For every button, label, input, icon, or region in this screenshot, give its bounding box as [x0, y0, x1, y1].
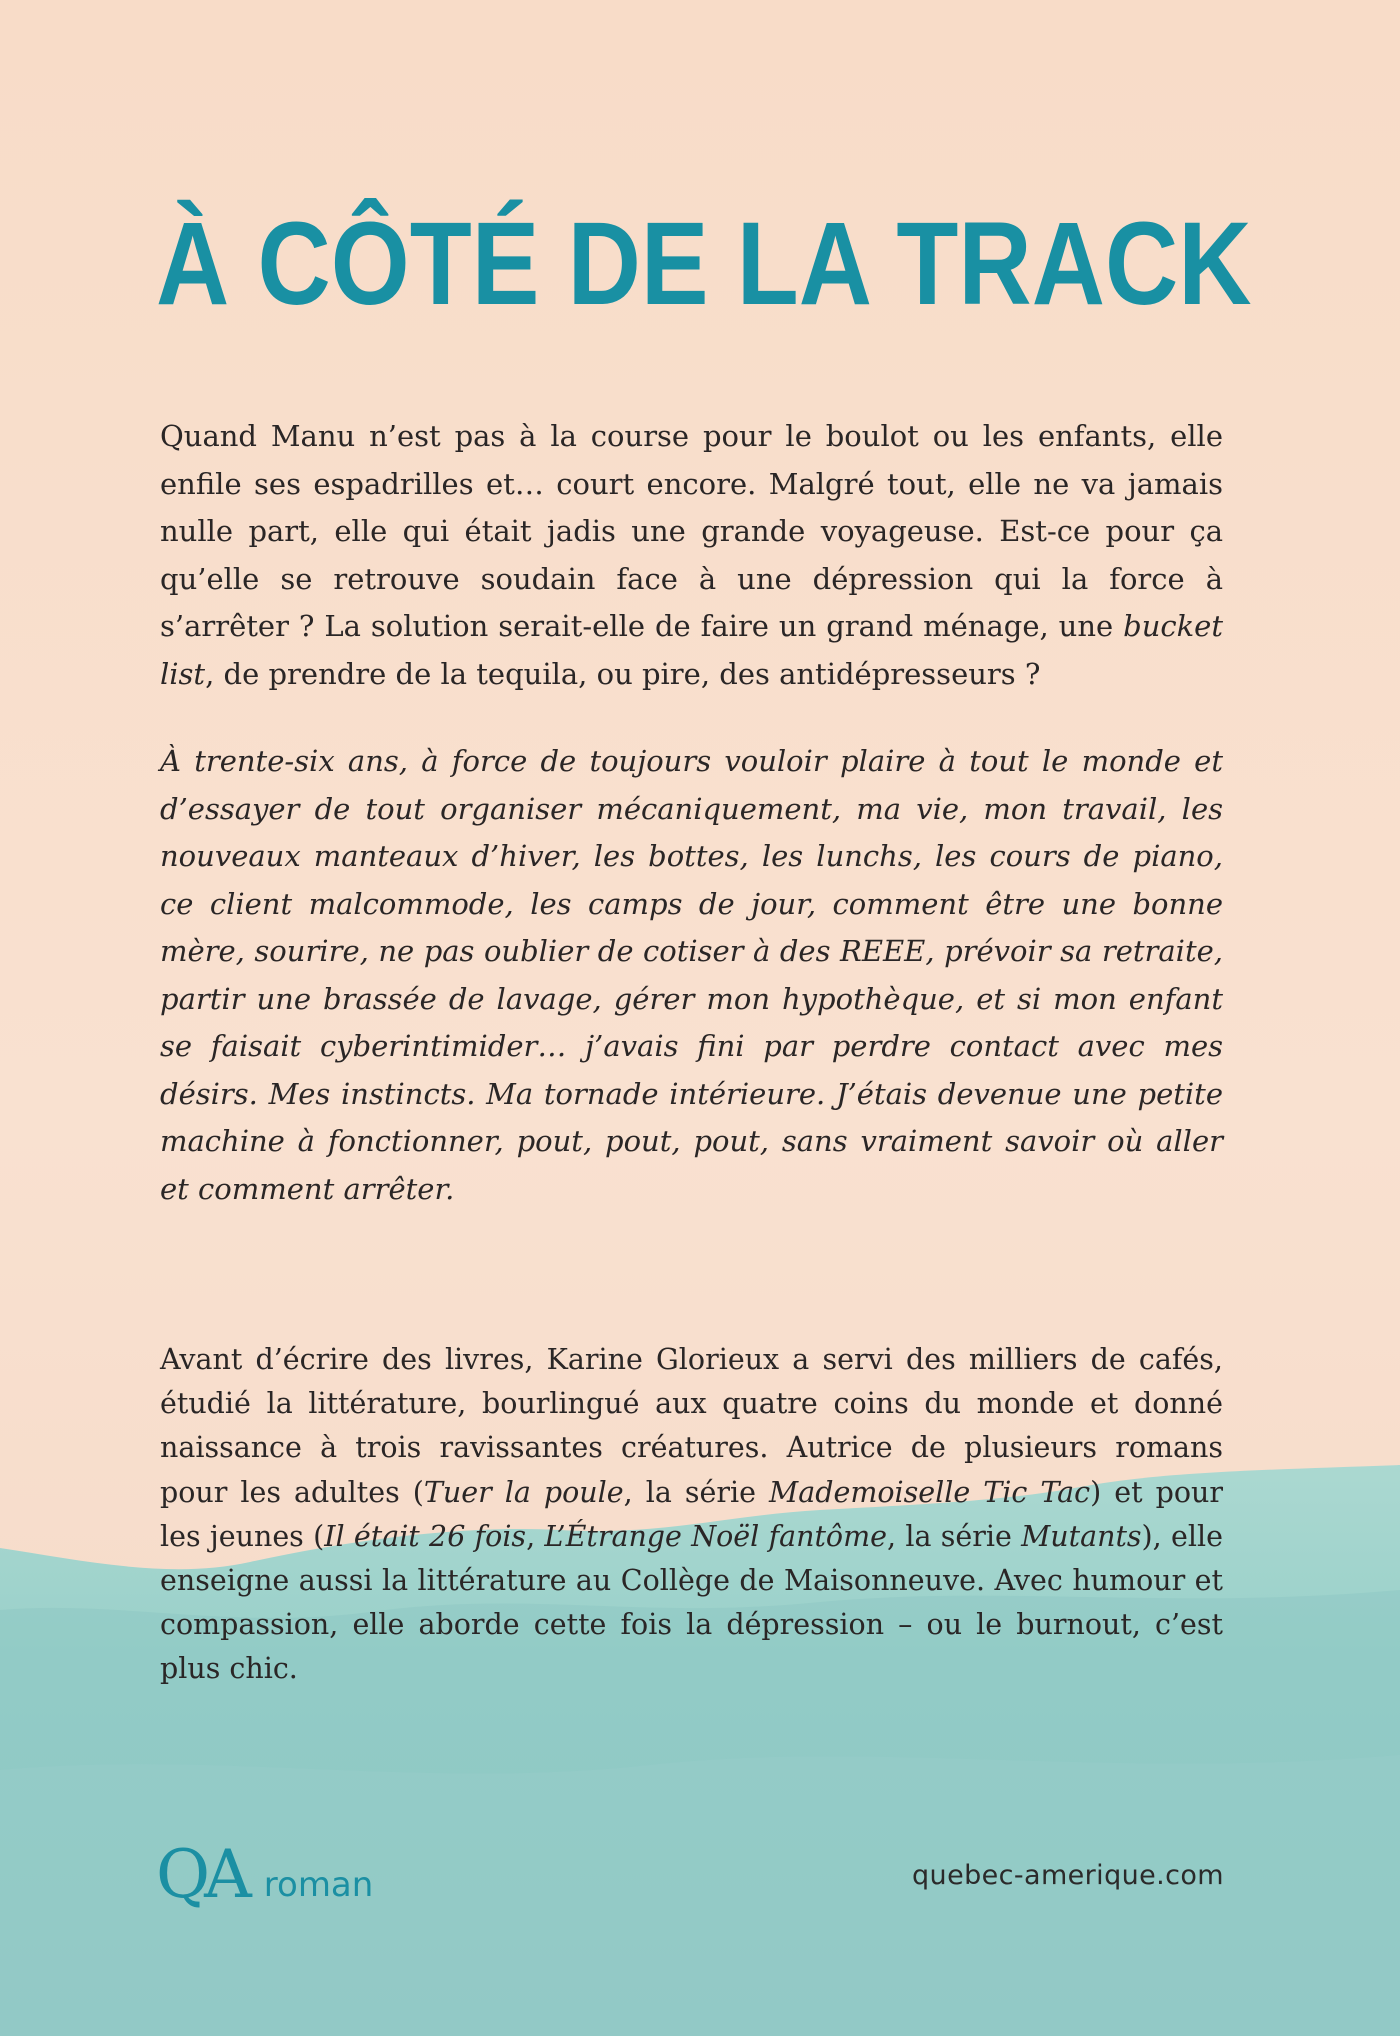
bio-text-2: , la série [623, 1475, 770, 1509]
publisher-website[interactable]: quebec-amerique.com [912, 1860, 1224, 1891]
bio-text-5: , la série [886, 1519, 1022, 1553]
bio-title-4: L’Étrange Noël fantôme [544, 1519, 887, 1553]
author-bio [160, 1338, 1223, 1691]
bio-text-4: , [526, 1519, 545, 1553]
bio-text-3: ) et pour les jeunes ( [160, 1475, 1223, 1553]
bio-text-1: Avant d’écrire des livres, Karine Glorieux a servi des milliers de cafés, étudié la littérature, bourlingué aux quatre coins du monde et donné naissance à trois ravissantes créatures. Autrice de plusieurs romans pour les adultes ( [160, 1343, 1223, 1509]
cover-footer [156, 1836, 1224, 1913]
bio-title-5: Mutants [1021, 1519, 1142, 1553]
bio-title-2: Mademoiselle Tic Tac [769, 1475, 1091, 1509]
bio-title-1: Tuer la poule [423, 1475, 624, 1509]
synopsis-paragraph [160, 413, 1223, 698]
publisher-logo-mark: QA [156, 1836, 246, 1913]
excerpt-text: À trente-six ans, à force de toujours vouloir plaire à tout le monde et d’essayer de tout organiser mécaniquement, ma vie, mon travail, les nouveaux manteaux d’hiver, les bottes, les lunchs, les cours de piano, ce client malcommode, les camps de jour, comment être une bonne mère, sourire, ne pas oublier de cotiser à des REEE, prévoir sa retraite, partir une brassée de lavage, gérer mon hypothèque, et si mon enfant se faisait cyberintimider… j’avais fini par perdre contact avec mes désirs. Mes instincts. Ma tornade intérieure. J’étais devenue une petite machine à fonctionner, pout, pout, pout, sans vraiment savoir où aller et comment arrêter. [160, 744, 1223, 1206]
synopsis-text-1: Quand Manu n’est pas à la course pour le boulot ou les enfants, elle enfile ses espadrilles et… court encore. Malgré tout, elle ne va jamais nulle part, elle qui était jadis une grande voyageuse. Est-ce pour ça qu’elle se retrouve soudain face à une dépression qui la force à s’arrêter ? La solution serait-elle de faire un grand ménage, une [160, 419, 1223, 644]
book-title: À CÔTÉ DE LA TRACK [156, 198, 1252, 330]
bio-title-3: Il était 26 fois [324, 1519, 527, 1553]
synopsis-text-2: , de prendre de la tequila, ou pire, des antidépresseurs ? [205, 656, 1041, 691]
bio-text-6: ), elle enseigne aussi la littérature au Collège de Maisonneuve. Avec humour et compassion, elle aborde cette fois la dépression – ou le burnout, c’est plus chic. [160, 1519, 1223, 1686]
book-excerpt [160, 738, 1223, 1213]
publisher-logo [156, 1836, 374, 1913]
collection-label: roman [263, 1865, 374, 1905]
synopsis-italic-phrase: bucket list [160, 609, 1223, 691]
